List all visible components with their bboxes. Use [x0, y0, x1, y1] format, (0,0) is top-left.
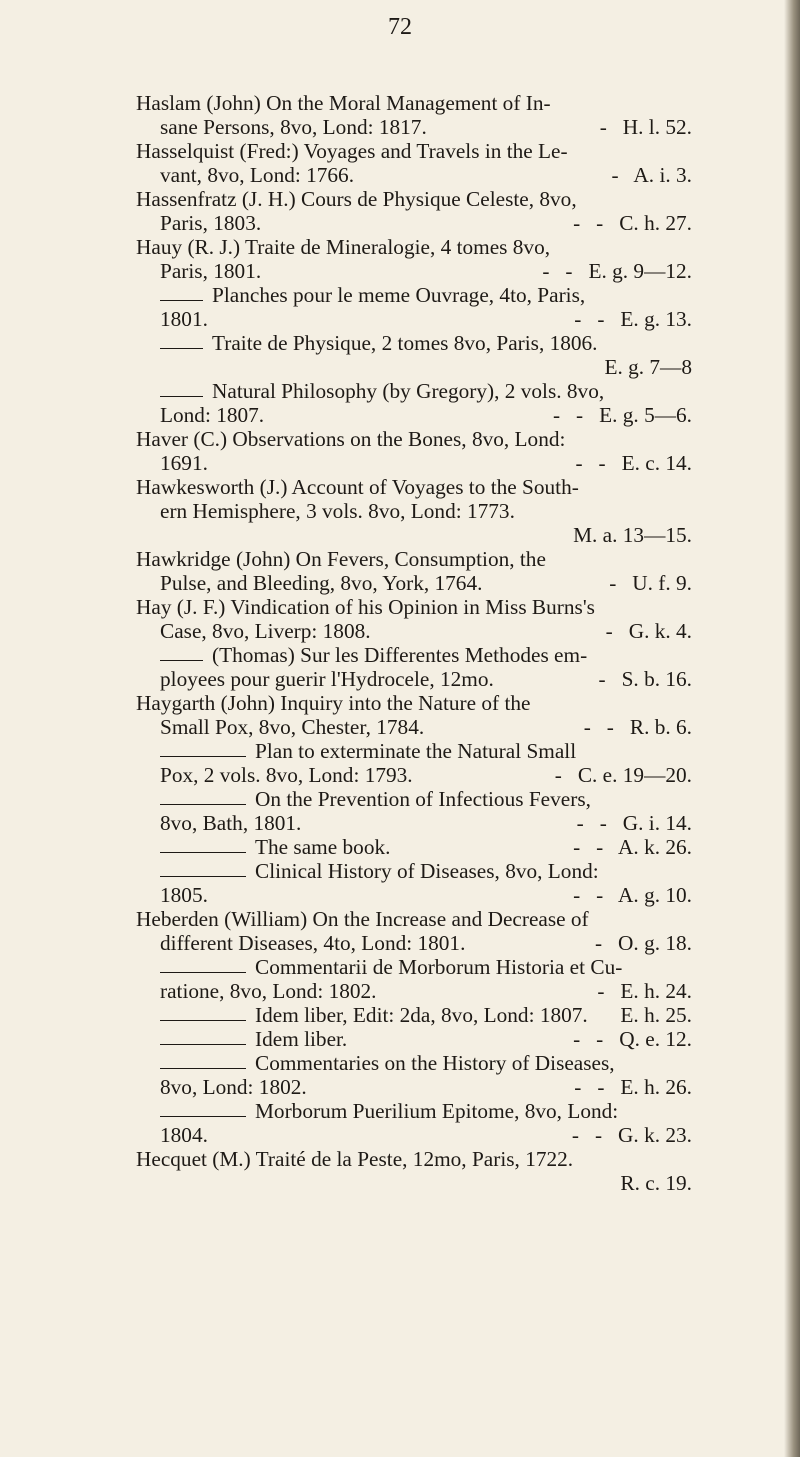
entry-line	[136, 955, 692, 979]
entry-text: The same book.	[255, 835, 391, 859]
ditto-rule	[160, 660, 203, 661]
entry-line	[136, 379, 692, 403]
entry-text: Case, 8vo, Liverp: 1808.	[160, 619, 371, 643]
shelf-mark: - O. g. 18.	[594, 931, 692, 955]
shelf-mark: - E. h. 24.	[597, 979, 692, 1003]
entry-line	[136, 787, 692, 811]
shelf-mark: - - E. g. 13.	[574, 307, 692, 331]
entry-text: Hawkesworth (J.) Account of Voyages to the South-	[136, 475, 579, 499]
shelf-mark: - C. e. 19—20.	[554, 763, 692, 787]
ditto-rule	[160, 1116, 246, 1117]
shelf-mark: E. g. 7—8	[604, 355, 692, 379]
entry-line	[136, 427, 692, 451]
entry-text: Commentarii de Morborum Historia et Cu-	[255, 955, 623, 979]
entry-line	[136, 619, 692, 643]
shelf-mark: - U. f. 9.	[609, 571, 692, 595]
entry-text: (Thomas) Sur les Differentes Methodes em-	[212, 643, 588, 667]
entry-line	[136, 1075, 692, 1099]
entry-text: Paris, 1803.	[160, 211, 262, 235]
shelf-mark: - - Q. e. 12.	[573, 1027, 692, 1051]
ditto-rule	[160, 348, 203, 349]
entry-line	[136, 715, 692, 739]
catalogue-entry	[136, 787, 692, 835]
entry-line	[136, 115, 692, 139]
shelf-mark: - - C. h. 27.	[573, 211, 692, 235]
entry-text: 1691.	[160, 451, 208, 475]
entry-line	[136, 979, 692, 1003]
ditto-rule	[160, 876, 246, 877]
entry-text: Traite de Physique, 2 tomes 8vo, Paris, 1806.	[212, 331, 598, 355]
shelf-mark: - - E. g. 5—6.	[552, 403, 692, 427]
catalogue-entry	[136, 835, 692, 859]
shelf-mark: - - E. g. 9—12.	[542, 259, 692, 283]
catalogue-entry	[136, 1003, 692, 1027]
catalogue-entry	[136, 547, 692, 595]
catalogue-entry	[136, 139, 692, 187]
catalogue-entry	[136, 1051, 692, 1099]
shelf-mark: - - E. c. 14.	[575, 451, 692, 475]
ditto-rule	[160, 396, 203, 397]
entry-text: Clinical History of Diseases, 8vo, Lond:	[255, 859, 599, 883]
shelf-mark: E. h. 25.	[620, 1003, 692, 1027]
ditto-rule	[160, 1020, 246, 1021]
entry-line	[136, 499, 692, 523]
entry-line	[136, 211, 692, 235]
entry-line	[136, 403, 692, 427]
entry-line	[136, 907, 692, 931]
entry-line	[136, 1003, 692, 1027]
entry-line	[136, 283, 692, 307]
entry-text: ployees pour guerir l'Hydrocele, 12mo.	[160, 667, 494, 691]
entry-line	[136, 451, 692, 475]
shelf-mark: - - A. g. 10.	[573, 883, 692, 907]
entry-line	[136, 1123, 692, 1147]
catalogue-entry	[136, 859, 692, 907]
entry-text: Hay (J. F.) Vindication of his Opinion in Miss Burns's	[136, 595, 595, 619]
entry-text: On the Prevention of Infectious Fevers,	[255, 787, 591, 811]
entry-text: Plan to exterminate the Natural Small	[255, 739, 577, 763]
entry-line	[136, 883, 692, 907]
entry-text: Commentaries on the History of Diseases,	[255, 1051, 615, 1075]
entry-text: Morborum Puerilium Epitome, 8vo, Lond:	[255, 1099, 619, 1123]
catalogue-entry	[136, 91, 692, 139]
shelf-mark: - H. l. 52.	[599, 115, 692, 139]
catalogue-entry	[136, 955, 692, 1003]
catalogue-entry	[136, 643, 692, 691]
entry-line	[136, 475, 692, 499]
entry-line	[136, 1099, 692, 1123]
entry-line	[136, 1147, 692, 1171]
entry-text: ratione, 8vo, Lond: 1802.	[160, 979, 377, 1003]
entry-line	[136, 667, 692, 691]
entry-text: 8vo, Lond: 1802.	[160, 1075, 307, 1099]
entry-text: Hawkridge (John) On Fevers, Consumption, the	[136, 547, 546, 571]
entry-text: vant, 8vo, Lond: 1766.	[160, 163, 355, 187]
entry-line	[136, 739, 692, 763]
entry-line	[136, 811, 692, 835]
page-number: 72	[388, 14, 412, 40]
entry-line	[136, 931, 692, 955]
catalogue-entry	[136, 475, 692, 547]
ditto-rule	[160, 300, 203, 301]
entry-line	[136, 691, 692, 715]
entry-line	[136, 1027, 692, 1051]
page-edge-shadow	[784, 0, 800, 1457]
entry-text: Haslam (John) On the Moral Management of In-	[136, 91, 551, 115]
entry-text: Natural Philosophy (by Gregory), 2 vols. 8vo,	[212, 379, 605, 403]
entry-text: Lond: 1807.	[160, 403, 265, 427]
catalogue-entry	[136, 907, 692, 955]
entry-line	[136, 523, 692, 547]
shelf-mark: - A. i. 3.	[611, 163, 692, 187]
shelf-mark: R. c. 19.	[620, 1171, 692, 1195]
entry-text: Hecquet (M.) Traité de la Peste, 12mo, Paris, 1722.	[136, 1147, 574, 1171]
shelf-mark: - G. k. 4.	[605, 619, 692, 643]
catalogue-entry	[136, 283, 692, 331]
entry-text: 1805.	[160, 883, 208, 907]
catalogue-entry	[136, 331, 692, 379]
catalogue-entry	[136, 1027, 692, 1051]
entry-line	[136, 1051, 692, 1075]
catalogue-entry	[136, 1099, 692, 1147]
catalogue-entry	[136, 379, 692, 427]
shelf-mark: - S. b. 16.	[598, 667, 692, 691]
ditto-rule	[160, 852, 246, 853]
entry-line	[136, 235, 692, 259]
entry-text: 8vo, Bath, 1801.	[160, 811, 302, 835]
shelf-mark: - - E. h. 26.	[574, 1075, 692, 1099]
entry-text: Pox, 2 vols. 8vo, Lond: 1793.	[160, 763, 413, 787]
entry-text: Idem liber.	[255, 1027, 348, 1051]
ditto-rule	[160, 756, 246, 757]
entry-line	[136, 139, 692, 163]
entry-line	[136, 547, 692, 571]
catalogue-entry	[136, 235, 692, 283]
entry-text: Hasselquist (Fred:) Voyages and Travels in the Le-	[136, 139, 568, 163]
entry-text: Heberden (William) On the Increase and Decrease of	[136, 907, 589, 931]
entry-text: Paris, 1801.	[160, 259, 262, 283]
entry-line	[136, 187, 692, 211]
shelf-mark: - - A. k. 26.	[573, 835, 692, 859]
catalogue-entry	[136, 691, 692, 739]
entry-text: Idem liber, Edit: 2da, 8vo, Lond: 1807.	[255, 1003, 588, 1027]
entry-text: Planches pour le meme Ouvrage, 4to, Paris,	[212, 283, 586, 307]
entry-line	[136, 331, 692, 355]
entry-line	[136, 163, 692, 187]
entry-line	[136, 595, 692, 619]
entry-text: Haygarth (John) Inquiry into the Nature of the	[136, 691, 531, 715]
entry-text: Pulse, and Bleeding, 8vo, York, 1764.	[160, 571, 483, 595]
shelf-mark: M. a. 13—15.	[573, 523, 692, 547]
entry-text: 1801.	[160, 307, 208, 331]
ditto-rule	[160, 804, 246, 805]
entry-text: Haver (C.) Observations on the Bones, 8vo, Lond:	[136, 427, 566, 451]
entry-text: Hassenfratz (J. H.) Cours de Physique Celeste, 8vo,	[136, 187, 577, 211]
catalogue-entries	[136, 91, 692, 1195]
shelf-mark: - - G. i. 14.	[576, 811, 692, 835]
catalogue-entry	[136, 427, 692, 475]
ditto-rule	[160, 1068, 246, 1069]
shelf-mark: - - G. k. 23.	[571, 1123, 692, 1147]
shelf-mark: - - R. b. 6.	[583, 715, 692, 739]
catalogue-entry	[136, 595, 692, 643]
catalogue-entry	[136, 187, 692, 235]
entry-line	[136, 763, 692, 787]
catalogue-entry	[136, 739, 692, 787]
entry-text: sane Persons, 8vo, Lond: 1817.	[160, 115, 427, 139]
entry-line	[136, 859, 692, 883]
catalogue-entry	[136, 1147, 692, 1195]
entry-line	[136, 1171, 692, 1195]
entry-line	[136, 307, 692, 331]
entry-line	[136, 259, 692, 283]
entry-line	[136, 91, 692, 115]
entry-line	[136, 643, 692, 667]
entry-text: Small Pox, 8vo, Chester, 1784.	[160, 715, 425, 739]
ditto-rule	[160, 1044, 246, 1045]
entry-text: ern Hemisphere, 3 vols. 8vo, Lond: 1773.	[160, 499, 515, 523]
ditto-rule	[160, 972, 246, 973]
entry-line	[136, 355, 692, 379]
entry-line	[136, 835, 692, 859]
entry-text: 1804.	[160, 1123, 208, 1147]
entry-text: different Diseases, 4to, Lond: 1801.	[160, 931, 466, 955]
entry-line	[136, 571, 692, 595]
entry-text: Hauy (R. J.) Traite de Mineralogie, 4 tomes 8vo,	[136, 235, 551, 259]
